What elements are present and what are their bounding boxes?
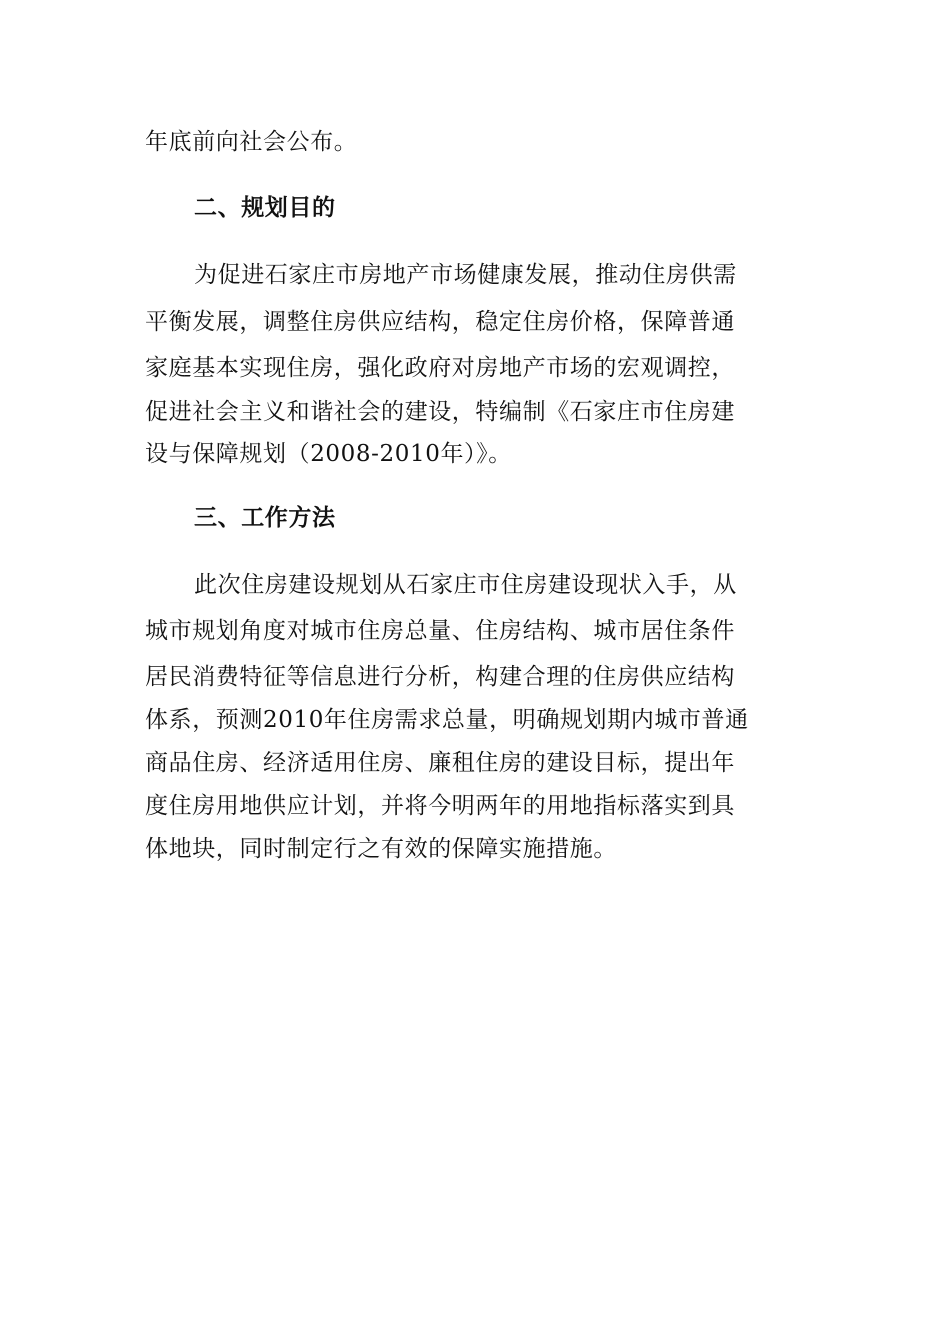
- section-2-line-3: 家庭基本实现住房，强化政府对房地产市场的宏观调控，: [145, 355, 735, 381]
- section-2-line-5: 设与保障规划（2008-2010年）》。: [145, 441, 512, 467]
- section-3-line-1: 此次住房建设规划从石家庄市住房建设现状入手，从: [194, 572, 737, 598]
- section-2-line-2: 平衡发展，调整住房供应结构，稳定住房价格，保障普通: [145, 309, 735, 335]
- section-3-line-3: 居民消费特征等信息进行分析，构建合理的住房供应结构: [145, 664, 735, 690]
- section-2-line-1: 为促进石家庄市房地产市场健康发展，推动住房供需: [194, 262, 737, 288]
- section-3-line-7: 体地块，同时制定行之有效的保障实施措施。: [145, 836, 617, 862]
- section-3-heading: 三、工作方法: [194, 505, 336, 531]
- section-2-line-4: 促进社会主义和谐社会的建设，特编制《石家庄市住房建: [145, 399, 735, 425]
- section-3-line-5: 商品住房、经济适用住房、廉租住房的建设目标，提出年: [145, 750, 735, 776]
- intro-line: 年底前向社会公布。: [145, 129, 358, 155]
- section-3-line-6: 度住房用地供应计划，并将今明两年的用地指标落实到具: [145, 793, 735, 819]
- section-3-line-4: 体系，预测2010年住房需求总量，明确规划期内城市普通: [145, 707, 749, 733]
- section-3-line-2: 城市规划角度对城市住房总量、住房结构、城市居住条件: [145, 618, 735, 644]
- section-2-heading: 二、规划目的: [194, 195, 336, 221]
